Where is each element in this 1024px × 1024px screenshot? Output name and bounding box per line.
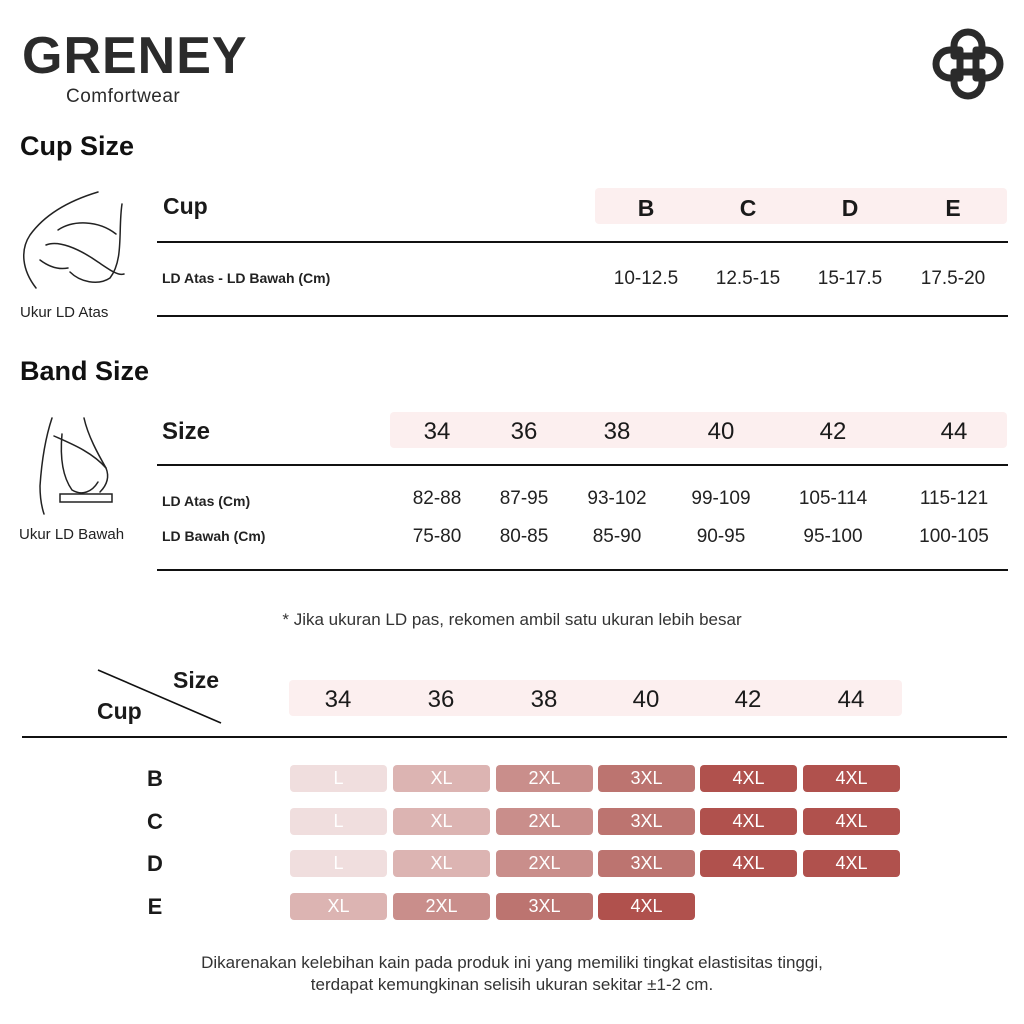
band-row-label-ld-atas: LD Atas (Cm) [162,493,251,509]
matrix-header-divider [22,736,1007,738]
band-header-label: Size [162,418,211,445]
cup-value-e: 17.5-20 [920,268,986,289]
matrix-header-40: 40 [632,686,660,713]
matrix-corner-diagonal [96,668,226,728]
matrix-cell-b-38: 2XL [496,765,593,792]
band-ld-atas-40: 99-109 [691,488,751,509]
matrix-cell-d-36: XL [393,850,490,877]
matrix-header-36: 36 [427,686,455,713]
band-header-38: 38 [603,418,631,445]
size-note: * Jika ukuran LD pas, rekomen ambil satu ukuran lebih besar [282,610,742,629]
cup-size-title: Cup Size [20,131,135,161]
matrix-corner-cup: Cup [97,698,142,724]
matrix-cell-e-34: XL [290,893,387,920]
cup-row-label: LD Atas - LD Bawah (Cm) [162,270,331,286]
matrix-cell-b-44: 4XL [803,765,900,792]
matrix-cell-b-42: 4XL [700,765,797,792]
matrix-cell-d-34: L [290,850,387,877]
cup-header-e: E [945,195,961,221]
band-ld-bawah-36: 80-85 [499,526,549,547]
cup-value-b: 10-12.5 [613,268,679,289]
matrix-cell-d-42: 4XL [700,850,797,877]
matrix-cell-e-38: 3XL [496,893,593,920]
matrix-cell-d-44: 4XL [803,850,900,877]
cup-header-c: C [739,195,757,221]
footer-line-2: terdapat kemungkinan selisih ukuran sekitar ±1-2 cm. [310,975,714,994]
brand-name: GRENEY [22,27,248,85]
matrix-cup-c: C [147,809,163,834]
matrix-cell-c-38: 2XL [496,808,593,835]
band-header-42: 42 [819,418,847,445]
matrix-cell-b-34: L [290,765,387,792]
band-header-44: 44 [940,418,968,445]
matrix-cell-d-38: 2XL [496,850,593,877]
band-row-label-ld-bawah: LD Bawah (Cm) [162,528,266,544]
matrix-cell-e-40: 4XL [598,893,695,920]
band-illustration-caption: Ukur LD Bawah [19,526,125,543]
matrix-header-34: 34 [324,686,352,713]
matrix-header-38: 38 [530,686,558,713]
band-ld-bawah-42: 95-100 [803,526,863,547]
cup-header-divider [157,241,1008,243]
band-header-40: 40 [707,418,735,445]
band-header-34: 34 [423,418,451,445]
cup-value-d: 15-17.5 [817,268,883,289]
band-table-bottom-rule [157,569,1008,571]
clover-knot-icon [928,24,1008,104]
band-ld-atas-38: 93-102 [587,488,647,509]
band-ld-bawah-44: 100-105 [919,526,989,547]
matrix-header-44: 44 [837,686,865,713]
band-ld-bawah-34: 75-80 [412,526,462,547]
band-ld-bawah-38: 85-90 [592,526,642,547]
matrix-cell-b-40: 3XL [598,765,695,792]
cup-illustration-caption: Ukur LD Atas [20,304,109,321]
band-header-divider [157,464,1008,466]
matrix-cell-c-40: 3XL [598,808,695,835]
cup-header-label: Cup [163,193,208,219]
matrix-cell-c-34: L [290,808,387,835]
matrix-cell-c-42: 4XL [700,808,797,835]
cup-header-b: B [637,195,655,221]
matrix-cup-b: B [147,766,163,791]
cup-table-bottom-rule [157,315,1008,317]
matrix-cell-e-36: 2XL [393,893,490,920]
matrix-cup-e: E [147,894,163,919]
matrix-cell-b-36: XL [393,765,490,792]
underbust-measure-illustration [32,416,118,516]
band-ld-atas-34: 82-88 [412,488,462,509]
brand-tagline: Comfortwear [66,86,181,107]
footer-line-1: Dikarenakan kelebihan kain pada produk ini yang memiliki tingkat elastisitas tinggi, [201,953,823,972]
band-ld-atas-36: 87-95 [499,488,549,509]
matrix-header-42: 42 [734,686,762,713]
matrix-cell-d-40: 3XL [598,850,695,877]
bust-measure-illustration [18,190,133,290]
matrix-cell-c-44: 4XL [803,808,900,835]
band-ld-atas-42: 105-114 [798,488,868,509]
matrix-corner-size: Size [173,667,220,693]
cup-value-c: 12.5-15 [715,268,781,289]
band-header-36: 36 [510,418,538,445]
band-size-title: Band Size [20,356,150,386]
matrix-cup-d: D [147,851,163,876]
cup-header-d: D [841,195,859,221]
band-ld-atas-44: 115-121 [919,488,989,509]
band-ld-bawah-40: 90-95 [696,526,746,547]
matrix-cell-c-36: XL [393,808,490,835]
